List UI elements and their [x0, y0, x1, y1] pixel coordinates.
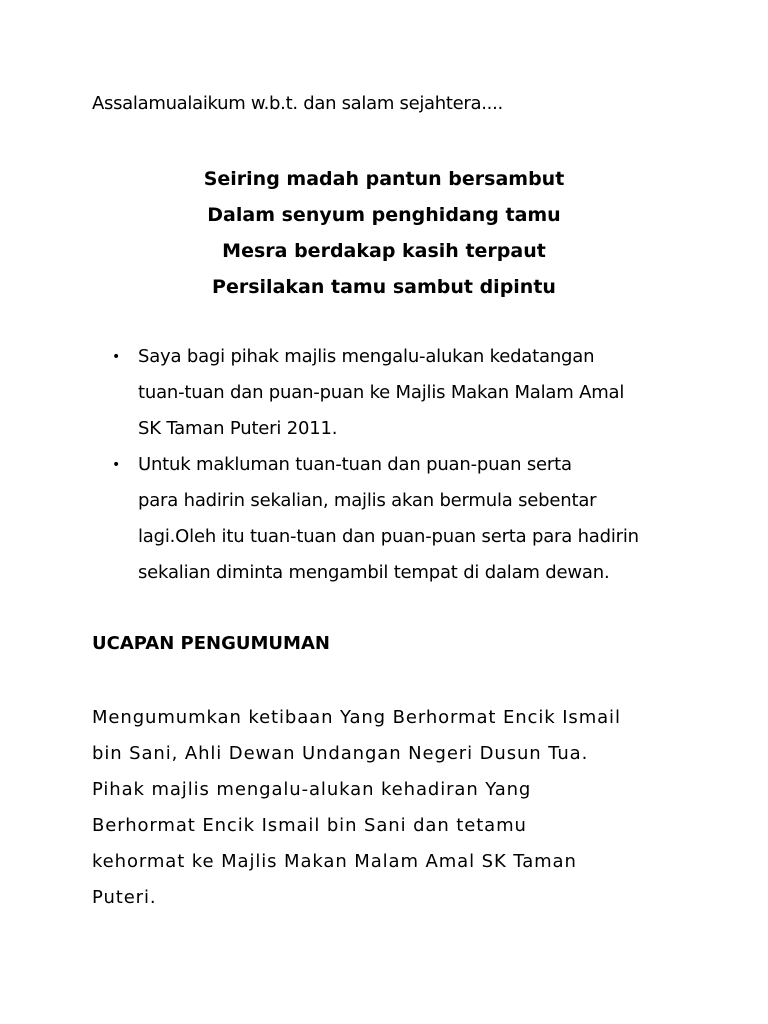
- bullet-line: sekalian diminta mengambil tempat di dalam dewan.: [138, 562, 610, 583]
- bullet-line: para hadirin sekalian, majlis akan bermula sebentar: [138, 490, 597, 511]
- pantun-line: Persilakan tamu sambut dipintu: [212, 276, 556, 298]
- announcement-line: Pihak majlis mengalu-alukan kehadiran Yang: [92, 779, 532, 800]
- pantun-verse: [92, 161, 676, 305]
- pantun-line: Mesra berdakap kasih terpaut: [222, 240, 546, 262]
- welcome-bullet-list: [112, 339, 682, 591]
- announcement-paragraph: [92, 700, 692, 916]
- bullet-icon: •: [112, 457, 121, 473]
- bullet-line: Untuk makluman tuan-tuan dan puan-puan serta: [138, 454, 572, 475]
- pantun-line: Dalam senyum penghidang tamu: [207, 204, 561, 226]
- announcement-line: Mengumumkan ketibaan Yang Berhormat Encik Ismail: [92, 707, 621, 728]
- announcement-line: Puteri.: [92, 887, 157, 908]
- list-item: [112, 339, 682, 447]
- bullet-line: lagi.Oleh itu tuan-tuan dan puan-puan serta para hadirin: [138, 526, 639, 547]
- bullet-line: Saya bagi pihak majlis mengalu-alukan kedatangan: [138, 346, 595, 367]
- section-heading: UCAPAN PENGUMUMAN: [92, 633, 330, 654]
- announcement-line: kehormat ke Majlis Makan Malam Amal SK Taman: [92, 851, 577, 872]
- greeting-text: Assalamualaikum w.b.t. dan salam sejahtera....: [92, 93, 503, 114]
- list-item: [112, 447, 682, 591]
- bullet-line: tuan-tuan dan puan-puan ke Majlis Makan Malam Amal: [138, 382, 625, 403]
- bullet-line: SK Taman Puteri 2011.: [138, 418, 338, 439]
- announcement-line: Berhormat Encik Ismail bin Sani dan tetamu: [92, 815, 527, 836]
- bullet-icon: •: [112, 349, 121, 365]
- announcement-line: bin Sani, Ahli Dewan Undangan Negeri Dusun Tua.: [92, 743, 589, 764]
- pantun-line: Seiring madah pantun bersambut: [203, 168, 565, 190]
